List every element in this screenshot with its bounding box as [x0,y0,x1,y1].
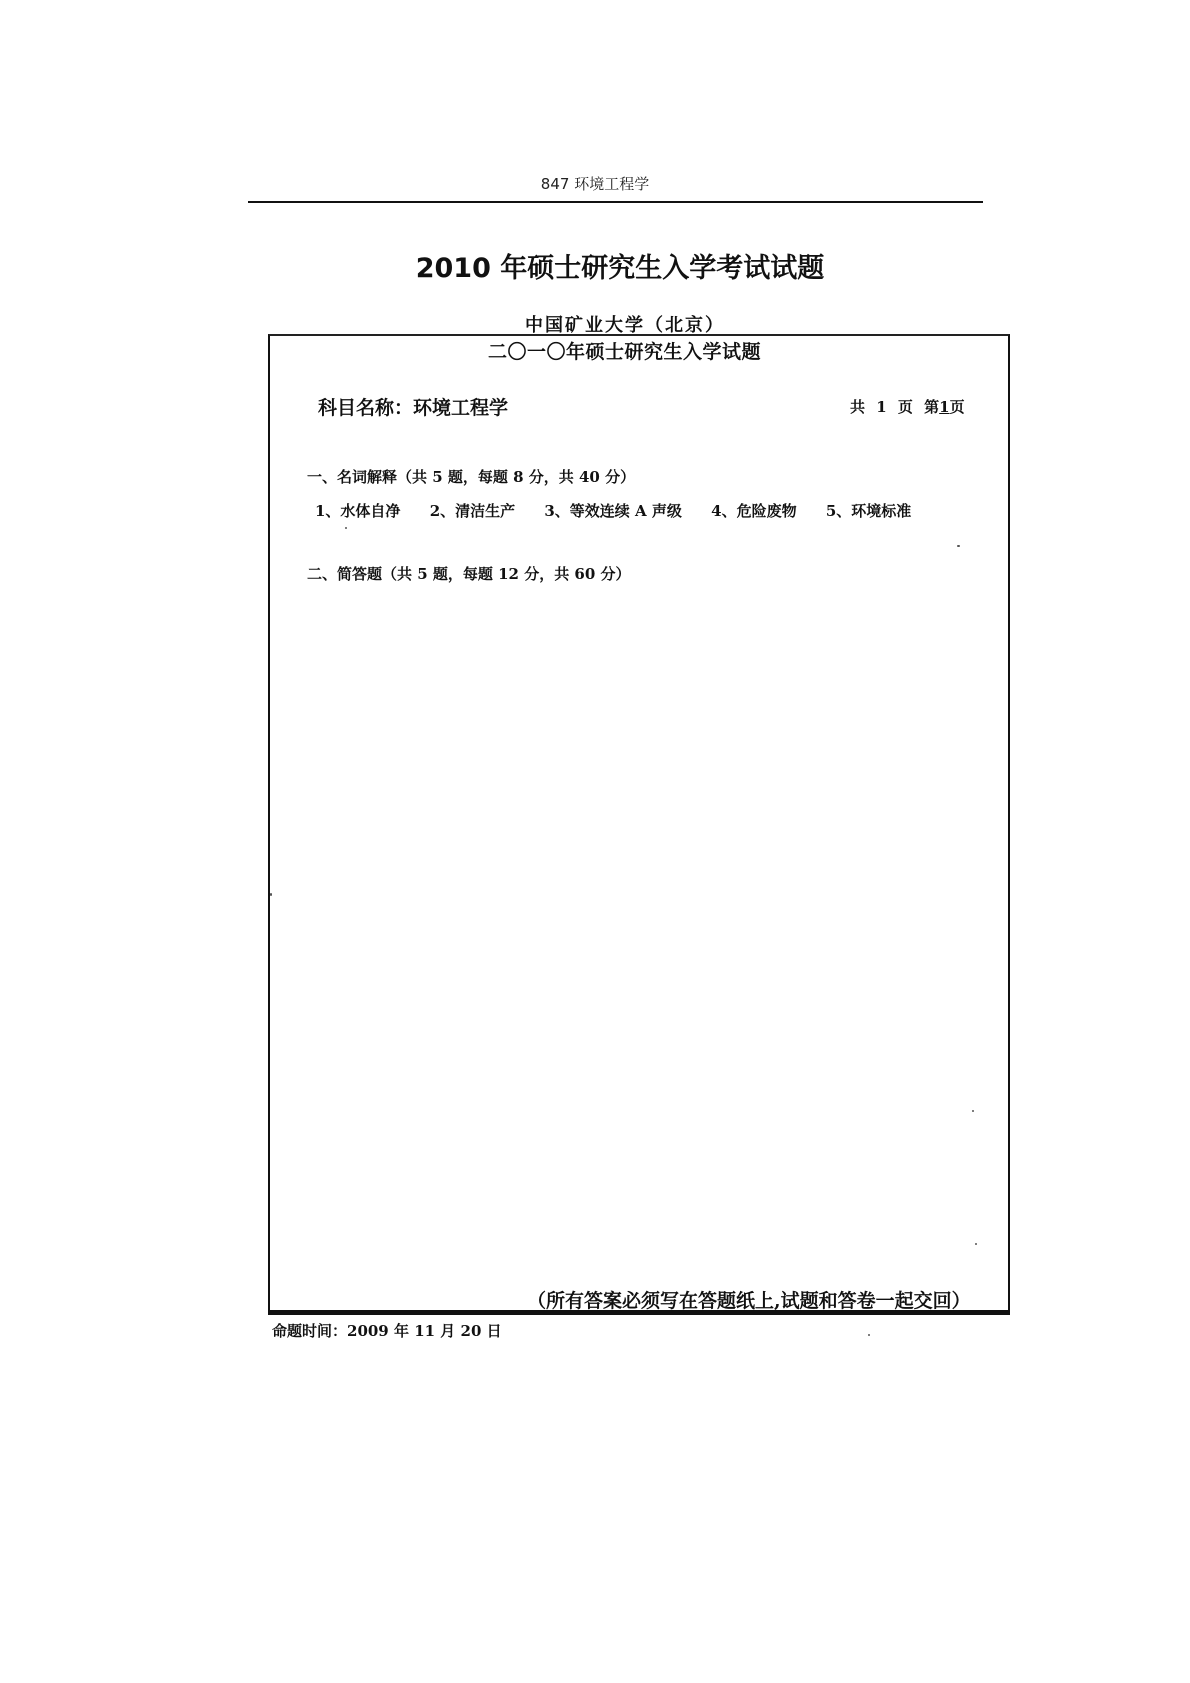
list-item: 3、等效连续 A 声级 [544,502,682,520]
page-number: 1 [939,398,950,416]
scan-speck [868,1334,870,1336]
answer-instruction-note: （所有答案必须写在答题纸上,试题和答卷一起交回） [527,1290,971,1312]
section-2-heading: 二、简答题（共 5 题，每题 12 分，共 60 分） [307,565,631,583]
scan-speck [957,545,960,547]
scan-speck [270,893,272,896]
list-item: 1、水体自净 [315,502,401,520]
document-code-title: 847 环境工程学 [540,175,650,193]
list-item: 4、危险废物 [711,502,797,520]
page-suffix: 页 [949,398,965,416]
section-1-items [315,500,935,521]
scan-speck [345,527,347,529]
list-item: 2、清洁生产 [429,502,516,520]
exam-subtitle: 二〇一〇年硕士研究生入学试题 [488,341,762,363]
scan-speck [972,1110,974,1112]
scan-speck [975,1243,977,1245]
subject-name: 科目名称：环境工程学 [318,397,509,419]
exam-date: 命题时间：2009 年 11 月 20 日 [272,1322,502,1340]
header-divider [248,201,983,203]
list-item: 5、环境标准 [825,502,912,520]
page-title: 2010 年硕士研究生入学考试试题 [415,253,825,284]
section-1-heading: 一、名词解释（共 5 题，每题 8 分，共 40 分） [307,468,636,486]
page-indicator [850,396,965,417]
university-name: 中国矿业大学（北京） [525,315,725,336]
page-total: 共 1 页 [850,398,913,416]
frame-bottom-rule [268,1312,1010,1315]
page-prefix: 第 [924,398,940,416]
